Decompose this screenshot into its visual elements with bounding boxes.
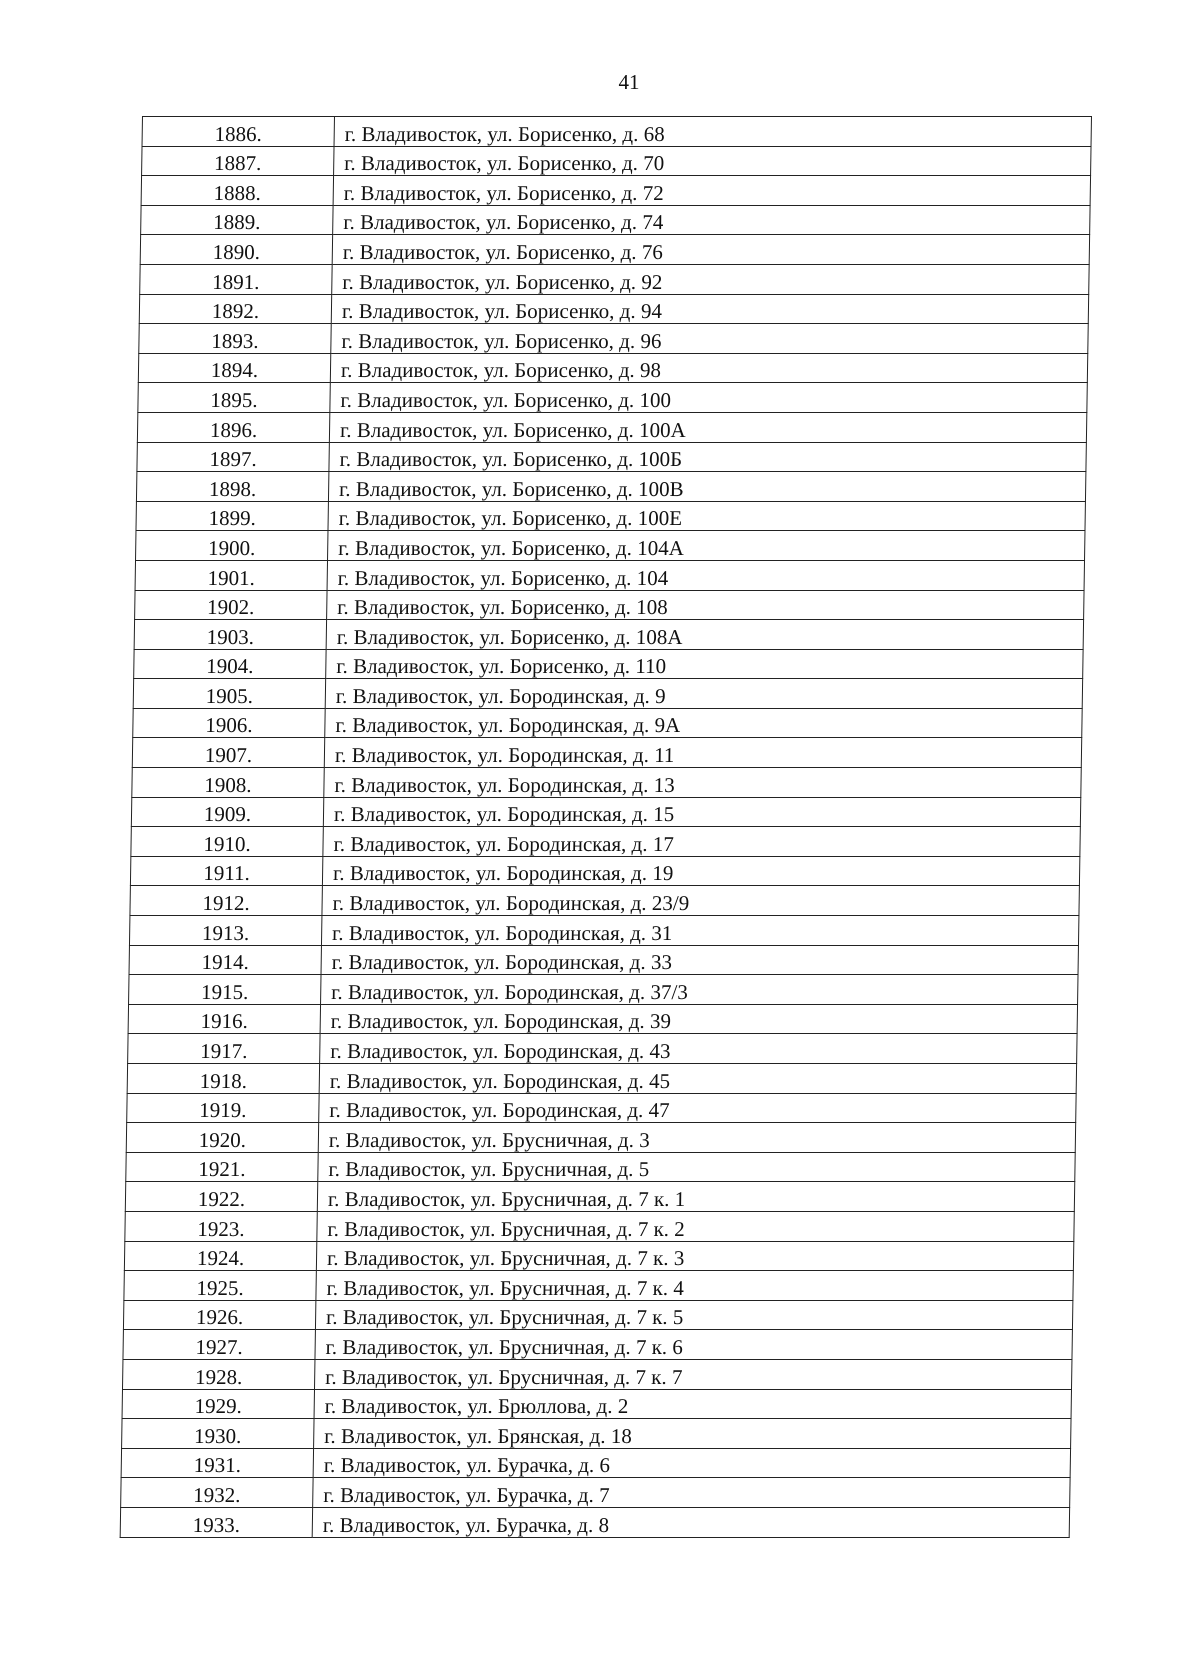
address-table (120, 116, 1092, 1538)
row-number-cell: 1901. (135, 560, 327, 590)
address-cell: г. Владивосток, ул. Борисенко, д. 108 (327, 590, 1084, 620)
row-number-cell: 1932. (121, 1478, 313, 1508)
address-cell: г. Владивосток, ул. Бородинская, д. 17 (323, 827, 1080, 857)
table-row (124, 1271, 1073, 1301)
address-cell: г. Владивосток, ул. Бурачка, д. 8 (312, 1507, 1069, 1537)
row-number-cell: 1894. (138, 353, 330, 383)
row-number-cell: 1918. (127, 1064, 319, 1094)
table-row (129, 975, 1078, 1005)
page-number: 41 (618, 70, 640, 94)
row-number-cell: 1898. (136, 472, 328, 502)
row-number-cell: 1910. (131, 827, 323, 857)
address-cell: г. Владивосток, ул. Борисенко, д. 100 (330, 383, 1087, 413)
address-cell: г. Владивосток, ул. Бородинская, д. 9 (325, 679, 1082, 709)
row-number-cell: 1903. (134, 620, 326, 650)
address-cell: г. Владивосток, ул. Бородинская, д. 9А (325, 708, 1082, 738)
table-row (140, 235, 1089, 265)
address-cell: г. Владивосток, ул. Борисенко, д. 104 (327, 560, 1084, 590)
address-cell: г. Владивосток, ул. Бородинская, д. 23/9 (322, 886, 1079, 916)
table-row (133, 679, 1082, 709)
table-row (123, 1359, 1072, 1389)
address-cell: г. Владивосток, ул. Борисенко, д. 100Е (328, 501, 1085, 531)
address-cell: г. Владивосток, ул. Брусничная, д. 7 к. 4 (316, 1271, 1073, 1301)
row-number-cell: 1890. (140, 235, 332, 265)
address-cell: г. Владивосток, ул. Брусничная, д. 7 к. 3 (316, 1241, 1073, 1271)
row-number-cell: 1895. (138, 383, 330, 413)
table-row (139, 294, 1088, 324)
address-cell: г. Владивосток, ул. Борисенко, д. 94 (331, 294, 1088, 324)
address-cell: г. Владивосток, ул. Бурачка, д. 7 (313, 1478, 1070, 1508)
address-cell: г. Владивосток, ул. Борисенко, д. 68 (334, 117, 1091, 147)
table-row (127, 1093, 1076, 1123)
row-number-cell: 1906. (133, 708, 325, 738)
row-number-cell: 1887. (142, 146, 334, 176)
address-cell: г. Владивосток, ул. Бородинская, д. 37/3 (321, 975, 1078, 1005)
table-row (123, 1330, 1072, 1360)
address-cell: г. Владивосток, ул. Бородинская, д. 19 (322, 856, 1079, 886)
address-cell: г. Владивосток, ул. Брусничная, д. 7 к. 7 (315, 1359, 1072, 1389)
row-number-cell: 1909. (131, 797, 323, 827)
address-cell: г. Владивосток, ул. Брусничная, д. 7 к. 1 (317, 1182, 1074, 1212)
table-row (131, 797, 1080, 827)
table-row (123, 1300, 1072, 1330)
table-row (121, 1448, 1070, 1478)
table-row (121, 1478, 1070, 1508)
row-number-cell: 1933. (120, 1507, 312, 1537)
table-row (127, 1064, 1076, 1094)
table-row (135, 560, 1084, 590)
table-row (134, 649, 1083, 679)
table-row (137, 412, 1086, 442)
row-number-cell: 1927. (123, 1330, 315, 1360)
row-number-cell: 1917. (128, 1034, 320, 1064)
table-row (133, 708, 1082, 738)
table-row (129, 945, 1078, 975)
address-cell: г. Владивосток, ул. Борисенко, д. 100А (329, 412, 1086, 442)
table-row (136, 501, 1085, 531)
table-row (141, 205, 1090, 235)
address-cell: г. Владивосток, ул. Борисенко, д. 100Б (329, 442, 1086, 472)
address-cell: г. Владивосток, ул. Бородинская, д. 15 (323, 797, 1080, 827)
row-number-cell: 1914. (129, 945, 321, 975)
row-number-cell: 1924. (124, 1241, 316, 1271)
address-cell: г. Владивосток, ул. Брусничная, д. 3 (318, 1123, 1075, 1153)
table-row (142, 117, 1091, 147)
address-cell: г. Владивосток, ул. Борисенко, д. 110 (326, 649, 1083, 679)
row-number-cell: 1911. (130, 856, 322, 886)
address-cell: г. Владивосток, ул. Борисенко, д. 70 (334, 146, 1091, 176)
table-row (138, 353, 1087, 383)
row-number-cell: 1888. (141, 176, 333, 206)
table-row (141, 176, 1090, 206)
table-row (125, 1182, 1074, 1212)
row-number-cell: 1930. (122, 1419, 314, 1449)
address-cell: г. Владивосток, ул. Бородинская, д. 45 (319, 1064, 1076, 1094)
address-cell: г. Владивосток, ул. Борисенко, д. 104А (328, 531, 1085, 561)
address-cell: г. Владивосток, ул. Брусничная, д. 7 к. 2 (317, 1211, 1074, 1241)
address-cell: г. Владивосток, ул. Борисенко, д. 72 (333, 176, 1090, 206)
table-row (126, 1123, 1075, 1153)
address-cell: г. Владивосток, ул. Борисенко, д. 92 (332, 264, 1089, 294)
row-number-cell: 1919. (127, 1093, 319, 1123)
address-cell: г. Владивосток, ул. Брусничная, д. 7 к. 5 (315, 1300, 1072, 1330)
row-number-cell: 1897. (137, 442, 329, 472)
table-row (137, 442, 1086, 472)
table-row (122, 1389, 1071, 1419)
row-number-cell: 1929. (122, 1389, 314, 1419)
row-number-cell: 1925. (124, 1271, 316, 1301)
row-number-cell: 1905. (133, 679, 325, 709)
table-row (124, 1241, 1073, 1271)
table-row (142, 146, 1091, 176)
row-number-cell: 1904. (134, 649, 326, 679)
table-row (126, 1152, 1075, 1182)
address-cell: г. Владивосток, ул. Бородинская, д. 33 (321, 945, 1078, 975)
table-row (122, 1419, 1071, 1449)
table-row (130, 856, 1079, 886)
row-number-cell: 1928. (123, 1359, 315, 1389)
table-row (128, 1034, 1077, 1064)
table-row (139, 324, 1088, 354)
row-number-cell: 1921. (126, 1152, 318, 1182)
table-row (125, 1211, 1074, 1241)
table-row (135, 590, 1084, 620)
row-number-cell: 1886. (142, 117, 334, 147)
row-number-cell: 1893. (139, 324, 331, 354)
row-number-cell: 1922. (125, 1182, 317, 1212)
table-row (128, 1004, 1077, 1034)
table-row (131, 827, 1080, 857)
address-cell: г. Владивосток, ул. Борисенко, д. 98 (330, 353, 1087, 383)
row-number-cell: 1912. (130, 886, 322, 916)
table-row (138, 383, 1087, 413)
table-row (132, 738, 1081, 768)
row-number-cell: 1931. (121, 1448, 313, 1478)
address-cell: г. Владивосток, ул. Бородинская, д. 39 (320, 1004, 1077, 1034)
address-cell: г. Владивосток, ул. Борисенко, д. 74 (333, 205, 1090, 235)
row-number-cell: 1892. (139, 294, 331, 324)
row-number-cell: 1896. (137, 412, 329, 442)
address-cell: г. Владивосток, ул. Борисенко, д. 76 (332, 235, 1089, 265)
table-row (120, 1507, 1069, 1537)
table-row (129, 916, 1078, 946)
address-cell: г. Владивосток, ул. Брусничная, д. 5 (318, 1152, 1075, 1182)
row-number-cell: 1907. (132, 738, 324, 768)
address-cell: г. Владивосток, ул. Борисенко, д. 96 (331, 324, 1088, 354)
table-row (132, 768, 1081, 798)
table-row (134, 620, 1083, 650)
address-cell: г. Владивосток, ул. Бородинская, д. 43 (320, 1034, 1077, 1064)
address-cell: г. Владивосток, ул. Брянская, д. 18 (314, 1419, 1071, 1449)
row-number-cell: 1902. (135, 590, 327, 620)
row-number-cell: 1908. (132, 768, 324, 798)
address-cell: г. Владивосток, ул. Бородинская, д. 11 (324, 738, 1081, 768)
table-row (130, 886, 1079, 916)
address-cell: г. Владивосток, ул. Борисенко, д. 100В (328, 472, 1085, 502)
row-number-cell: 1915. (129, 975, 321, 1005)
row-number-cell: 1891. (140, 264, 332, 294)
table-row (140, 264, 1089, 294)
address-cell: г. Владивосток, ул. Бурачка, д. 6 (313, 1448, 1070, 1478)
address-cell: г. Владивосток, ул. Борисенко, д. 108А (326, 620, 1083, 650)
row-number-cell: 1899. (136, 501, 328, 531)
row-number-cell: 1916. (128, 1004, 320, 1034)
address-cell: г. Владивосток, ул. Брусничная, д. 7 к. 6 (315, 1330, 1072, 1360)
table-row (136, 472, 1085, 502)
address-cell: г. Владивосток, ул. Бородинская, д. 31 (321, 916, 1078, 946)
row-number-cell: 1923. (125, 1211, 317, 1241)
table-row (136, 531, 1085, 561)
address-cell: г. Владивосток, ул. Бородинская, д. 47 (319, 1093, 1076, 1123)
address-cell: г. Владивосток, ул. Бородинская, д. 13 (324, 768, 1081, 798)
row-number-cell: 1926. (123, 1300, 315, 1330)
row-number-cell: 1920. (126, 1123, 318, 1153)
row-number-cell: 1900. (136, 531, 328, 561)
row-number-cell: 1889. (141, 205, 333, 235)
row-number-cell: 1913. (129, 916, 321, 946)
address-cell: г. Владивосток, ул. Брюллова, д. 2 (314, 1389, 1071, 1419)
address-table-body (120, 117, 1091, 1538)
